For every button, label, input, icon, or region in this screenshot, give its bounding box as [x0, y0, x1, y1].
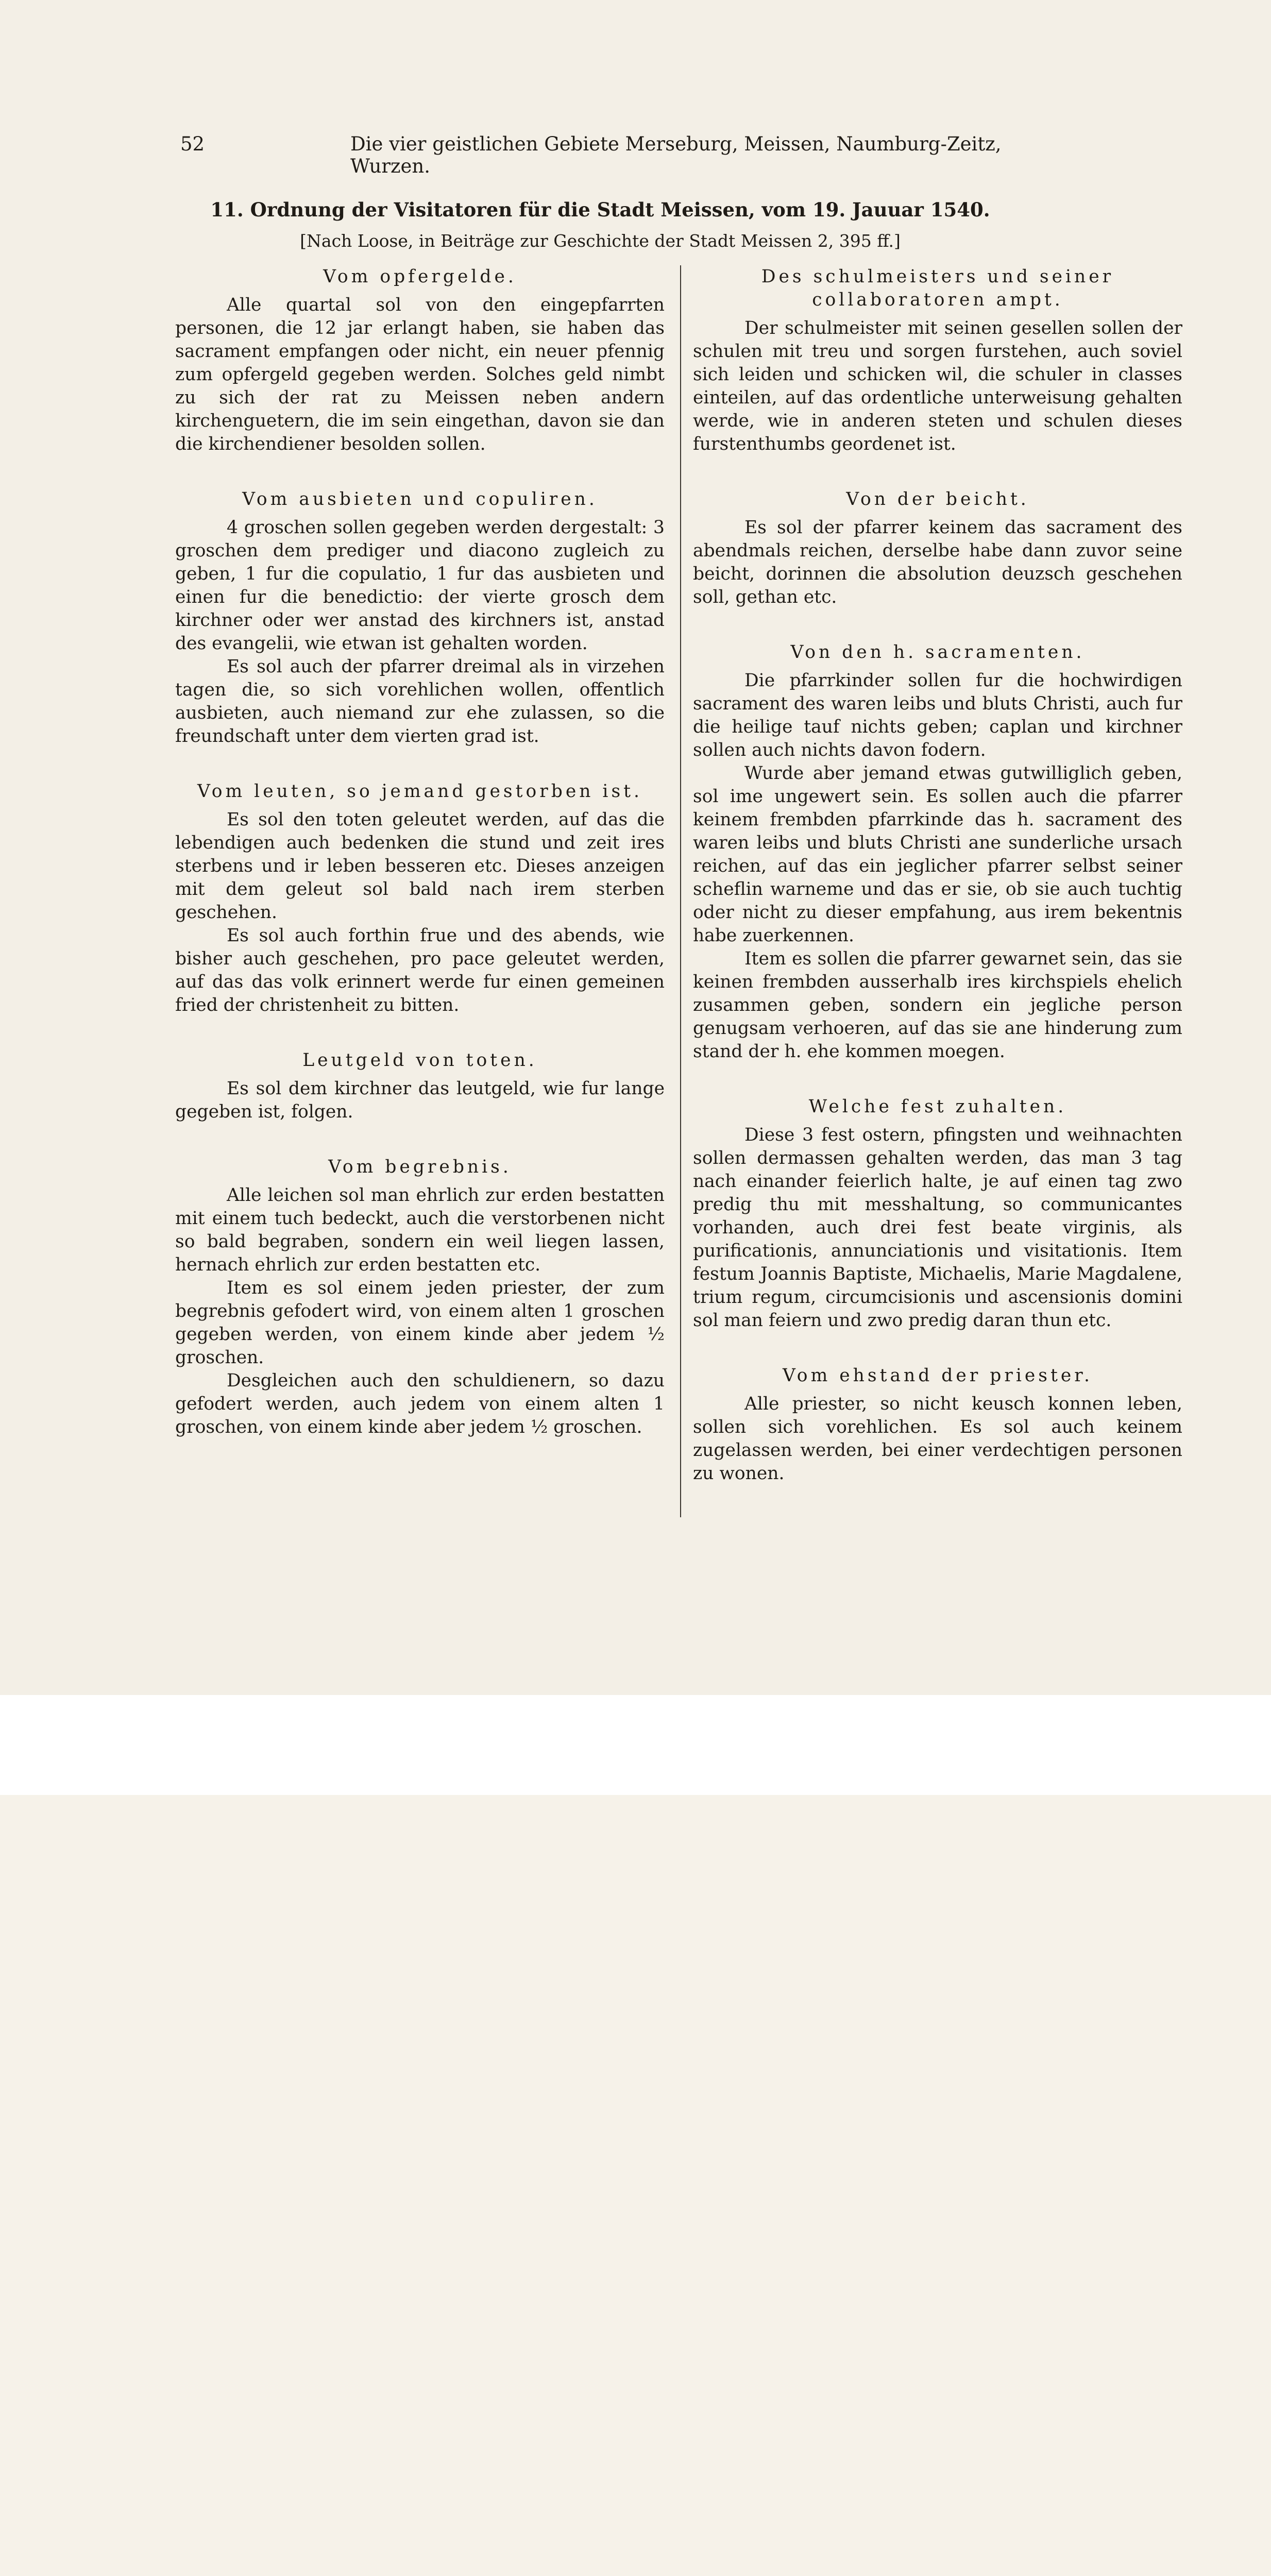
- paragraph: Alle leichen sol man ehrlich zur erden bestatten mit einem tuch bedeckt, auch die verstorbenen nicht so bald begraben, sondern ein weil liegen lassen, hernach ehrlich zur erden bestatten etc.: [175, 1185, 665, 1275]
- section-heading: Von den h. sacramenten.: [790, 642, 1085, 663]
- paragraph: Wurde aber jemand etwas gutwilliglich geben, sol ime ungewert sein. Es sollen auch die pfarrer keinem frembden pfarrkinde das h. sacrament des waren leibs und bluts Christi ane sunderliche ursach reichen, auf das ein jeglicher pfarrer selbst seiner scheflin warneme und das er sie, ob sie auch tuchtig oder nicht zu dieser empfahung, aus irem bekentnis habe zuerkennen.: [693, 763, 1182, 946]
- section: [693, 488, 1182, 609]
- footer-bar: [0, 1695, 1271, 1795]
- section: [693, 1095, 1182, 1332]
- paragraph: Die pfarrkinder sollen fur die hochwirdigen sacrament des waren leibs und bluts Christi, auch fur die heilige tauf nichts geben; caplan und kirchner sollen auch nichts davon fodern.: [693, 670, 1182, 760]
- section: [693, 641, 1182, 1063]
- section-heading: Des schulmeisters und seiner collaboratoren ampt.: [761, 266, 1114, 310]
- right-column: [693, 265, 1182, 1517]
- paragraph: Es sol dem kirchner das leutgeld, wie fur lange gegeben ist, folgen.: [175, 1078, 665, 1122]
- paragraph: Item es sollen die pfarrer gewarnet sein, das sie keinen frembden ausserhalb ires kirchspiels ehelich zusammen geben, sondern ein jegliche person genugsam verhoeren, auf das sie ane hinderung zum stand der h. ehe kommen moegen.: [693, 948, 1182, 1062]
- section: [175, 265, 665, 456]
- section-heading: Leutgeld von toten.: [302, 1050, 537, 1071]
- section-heading: Vom begrebnis.: [328, 1157, 512, 1177]
- paragraph: Es sol auch forthin frue und des abends, wie bisher auch geschehen, pro pace geleutet werden, auf das das volk erinnert werde fur einen gemeinen fried der christenheit zu bitten.: [175, 925, 665, 1015]
- paragraph: Es sol den toten geleutet werden, auf das die lebendigen auch bedenken die stund und zeit ires sterbens und ir leben besseren etc. Dieses anzeigen mit dem geleut sol bald nach irem sterben geschehen.: [175, 809, 665, 923]
- page-number: 52: [180, 133, 205, 155]
- section: [175, 488, 665, 748]
- section: [175, 780, 665, 1017]
- section: [175, 1049, 665, 1124]
- section-heading: Welche fest zuhalten.: [808, 1096, 1067, 1117]
- left-column: [175, 265, 665, 1471]
- section-heading: Vom ausbieten und copuliren.: [242, 489, 598, 510]
- section: [693, 265, 1182, 456]
- source-note: [Nach Loose, in Beiträge zur Geschichte der Stadt Meissen 2, 395 ff.]: [300, 231, 901, 251]
- section-heading: Vom ehstand der priester.: [783, 1365, 1093, 1386]
- paragraph: Desgleichen auch den schuldienern, so dazu gefodert werden, auch jedem von einem alten 1 groschen, von einem kinde aber jedem ½ groschen.: [175, 1370, 665, 1437]
- section: [175, 1156, 665, 1439]
- section: [693, 1364, 1182, 1485]
- paragraph: Diese 3 fest ostern, pfingsten und weihnachten sollen dermassen gehalten werden, das man 3 tag nach einander feierlich halte, je auf einen tag zwo predig thu mit messhaltung, so communicantes vorhanden, auch drei fest beate virginis, als purificationis, annunciationis und visitationis. Item festum Joannis Baptiste, Michaelis, Marie Magdalene, trium regum, circumcisionis und ascensionis domini sol man feiern und zwo predig daran thun etc.: [693, 1125, 1182, 1331]
- column-divider: [680, 265, 681, 1517]
- section-heading: Vom leuten, so jemand gestorben ist.: [197, 781, 642, 802]
- paragraph: Item es sol einem jeden priester, der zum begrebnis gefodert wird, von einem alten 1 groschen gegeben werden, von einem kinde aber jedem ½ groschen.: [175, 1278, 665, 1368]
- section-heading: Von der beicht.: [846, 489, 1029, 510]
- paragraph: Der schulmeister mit seinen gesellen sollen der schulen mit treu und sorgen furstehen, auch soviel sich leiden und schicken wil, die schuler in classes einteilen, auf das ordentliche unterweisung gehalten werde, wie in anderen steten und schulen dieses furstenthumbs geordenet ist.: [693, 318, 1182, 454]
- paragraph: Alle priester, so nicht keusch konnen leben, sollen sich vorehlichen. Es sol auch keinem zugelassen werden, bei einer verdechtigen personen zu wonen.: [693, 1394, 1182, 1484]
- running-title: Die vier geistlichen Gebiete Merseburg, Meissen, Naumburg-Zeitz, Wurzen.: [350, 133, 1002, 177]
- paragraph: Alle quartal sol von den eingepfarrten personen, die 12 jar erlangt haben, sie haben das sacrament empfangen oder nicht, ein neuer pfennig zum opfergeld gegeben werden. Solches geld nimbt zu sich der rat zu Meissen neben andern kirchenguetern, die im sein eingethan, davon sie dan die kirchendiener besolden sollen.: [175, 295, 665, 454]
- document-title: 11. Ordnung der Visitatoren für die Stadt Meissen, vom 19. Jauuar 1540.: [210, 198, 990, 221]
- section-heading: Vom opfergelde.: [323, 266, 517, 287]
- paragraph: Es sol auch der pfarrer dreimal als in virzehen tagen die, so sich vorehlichen wollen, offentlich ausbieten, auch niemand zur ehe zulassen, so die freundschaft unter dem vierten grad ist.: [175, 656, 665, 747]
- paragraph: 4 groschen sollen gegeben werden dergestalt: 3 groschen dem prediger und diacono zugleich zu geben, 1 fur die copulatio, 1 fur das ausbieten und einen fur die benedictio: der vierte grosch dem kirchner oder wer anstad des kirchners ist, anstad des evangelii, wie etwan ist gehalten worden.: [175, 517, 665, 654]
- paragraph: Es sol der pfarrer keinem das sacrament des abendmals reichen, derselbe habe dann zuvor seine beicht, dorinnen die absolution deuzsch geschehen soll, gethan etc.: [693, 517, 1182, 607]
